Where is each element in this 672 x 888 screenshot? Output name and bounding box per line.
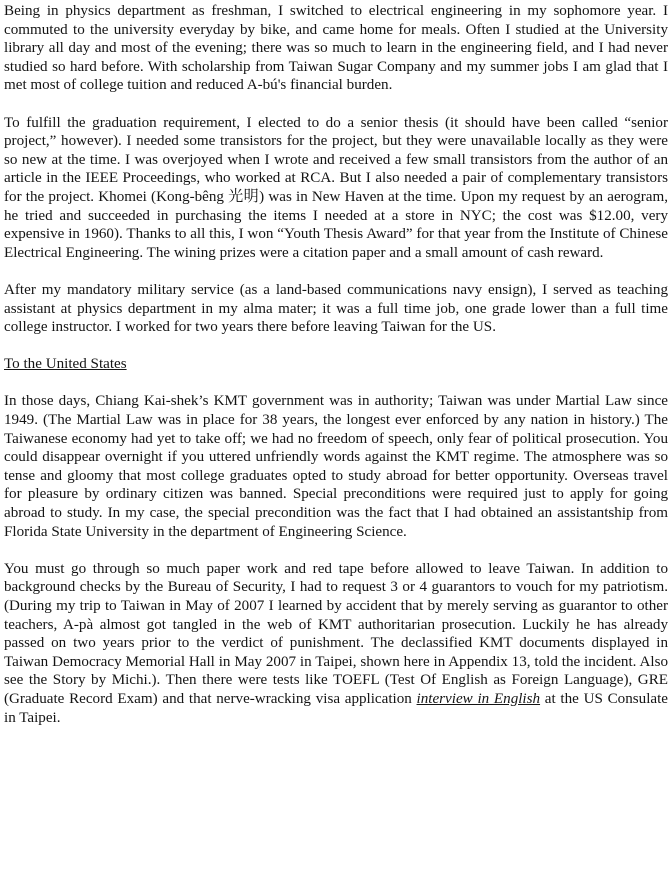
paragraph-text-start: You must go through so much paper work and red tape before allowed to leave Taiwan. In addition to background checks by the Bureau of Security, I had to request 3 or 4 guarantors to vouch for my patriotism. (During my trip to Taiwan in May of 2007 I learned by accident that by merely serving as guarantor to other teachers, A-pà almost got tangled in the web of KMT authoritarian prosecution. Luckily he has already passed on two years prior to the verdict of punishment. The declassified KMT documents displayed in Taiwan Democracy Memorial Hall in May 2007 in Taipei, shown here in Appendix 13, told the incident. Also see the Story by Michi.). Then there were tests like TOEFL (Test Of English as Foreign Language), GRE (Graduate Record Exam) and that nerve-wracking visa application bbox=[4, 560, 668, 707]
paragraph-senior-thesis: To fulfill the graduation requirement, I elected to do a senior thesis (it should have been called “senior project,” however). I needed some transistors for the project, but they were unavailable locally as they were so new at the time. I was overjoyed when I wrote and received a few small transistors from the author of an article in the IEEE Proceedings, who worked at RCA. But I also needed a pair of complementary transistors for the project. Khomei (Kong-bêng 光明) was in New Haven at the time. Upon my request by an aerogram, he tried and succeeded in purchasing the items I needed at a store in NYC; the cost was $12.00, very expensive in 1960). Thanks to all this, I won “Youth Thesis Award” for that year from the Institute of Chinese Electrical Engineering. The wining prizes were a citation paper and a small amount of cash reward. bbox=[4, 114, 668, 261]
paragraph-text-end: at the US Consulate in Taipei. bbox=[4, 690, 668, 726]
paragraph-martial-law: In those days, Chiang Kai-shek’s KMT government was in authority; Taiwan was under Martial Law since 1949. (The Martial Law was in place for 38 years, the longest ever enforced by any nation in history.) The Taiwanese economy had yet to take off; we had no freedom of speech, only fear of political prosecution. You could disappear overnight if you uttered unfriendly words against the KMT regime. The atmosphere was so tense and gloomy that most college graduates opted to study abroad for better opportunity. Overseas travel for pleasure by ordinary citizen was banned. Special preconditions were required just to apply for going abroad to study. In my case, the special precondition was the fact that I had obtained an assistantship from Florida State University in the department of Engineering Science. bbox=[4, 393, 668, 540]
section-heading: To the United States bbox=[4, 356, 127, 373]
paragraph-military-service: After my mandatory military service (as a land-based communications navy ensign), I served as teaching assistant at physics department in my alma mater; it was a full time job, one grade lower than a full time college instructor. I worked for two years there before leaving Taiwan for the US. bbox=[4, 281, 668, 336]
paragraph-college-studies: Being in physics department as freshman, I switched to electrical engineering in my sophomore year. I commuted to the university everyday by bike, and came home for meals. Often I studied at the University library all day and most of the evening; there was so much to learn in the engineering field, and I had never studied so hard before. With scholarship from Taiwan Sugar Company and my summer jobs I am glad that I met most of college tuition and reduced A-bú's financial burden. bbox=[4, 3, 668, 94]
document-page bbox=[4, 2, 668, 746]
paragraph-leaving-taiwan bbox=[4, 560, 668, 727]
interview-link[interactable]: interview in English bbox=[416, 690, 541, 707]
